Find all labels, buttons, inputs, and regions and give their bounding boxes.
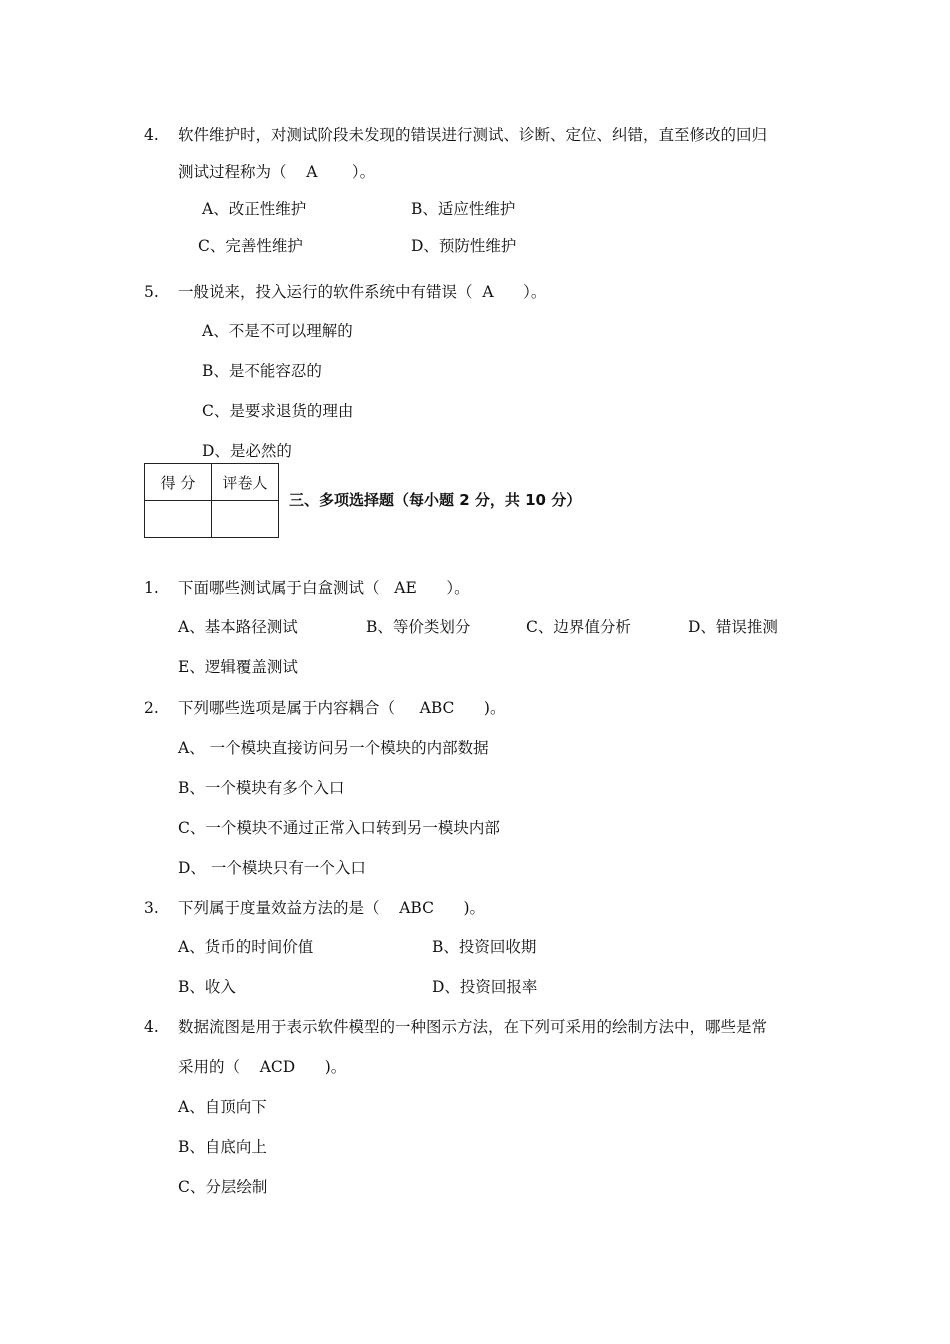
- question-number: 3.: [144, 899, 159, 917]
- option-d: D、投资回报率: [432, 978, 538, 996]
- option-a: A、基本路径测试: [178, 618, 298, 636]
- section-title: 三、多项选择题（每小题 2 分，共 10 分）: [289, 491, 582, 509]
- question-number: 1.: [144, 579, 159, 597]
- question-number: 2.: [144, 699, 159, 717]
- option-a: A、不是不可以理解的: [202, 322, 353, 340]
- option-b: B、投资回收期: [432, 938, 537, 956]
- option-c: C、一个模块不通过正常入口转到另一模块内部: [178, 819, 500, 837]
- grader-header: 评卷人: [212, 464, 279, 501]
- question-text: 下列哪些选项是属于内容耦合（ ABC )。: [178, 699, 506, 717]
- question-text-cont: 测试过程称为（ A ）。: [178, 163, 376, 181]
- option-a: A、自顶向下: [178, 1098, 267, 1116]
- option-c: C、边界值分析: [526, 618, 631, 636]
- option-b: B、是不能容忍的: [202, 362, 322, 380]
- question-text: 数据流图是用于表示软件模型的一种图示方法，在下列可采用的绘制方法中，哪些是常: [178, 1018, 768, 1036]
- score-header: 得 分: [145, 464, 212, 501]
- option-c: B、收入: [178, 978, 236, 996]
- score-table: [144, 463, 279, 538]
- option-d: D、是必然的: [202, 442, 292, 460]
- option-c: C、完善性维护: [198, 237, 303, 255]
- option-d: D、 一个模块只有一个入口: [178, 859, 366, 877]
- grader-cell[interactable]: [212, 501, 279, 538]
- question-text: 下列属于度量效益方法的是（ ABC )。: [178, 899, 486, 917]
- option-b: B、等价类划分: [366, 618, 471, 636]
- question-number: 5.: [144, 283, 159, 301]
- option-b: B、自底向上: [178, 1138, 267, 1156]
- option-a: A、改正性维护: [202, 200, 307, 218]
- question-number: 4.: [144, 126, 159, 144]
- option-a: A、 一个模块直接访问另一个模块的内部数据: [178, 739, 489, 757]
- question-text: 一般说来，投入运行的软件系统中有错误（ A ）。: [178, 283, 547, 301]
- option-b: B、适应性维护: [411, 200, 516, 218]
- option-b: B、一个模块有多个入口: [178, 779, 345, 797]
- score-cell[interactable]: [145, 501, 212, 538]
- question-text: 下面哪些测试属于白盒测试（ AE ）。: [178, 579, 470, 597]
- option-a: A、货币的时间价值: [178, 938, 314, 956]
- question-text-cont: 采用的（ ACD )。: [178, 1058, 347, 1076]
- option-c: C、是要求退货的理由: [202, 402, 354, 420]
- option-d: D、错误推测: [688, 618, 778, 636]
- question-number: 4.: [144, 1018, 159, 1036]
- option-c: C、分层绘制: [178, 1178, 268, 1196]
- option-e: E、逻辑覆盖测试: [178, 658, 298, 676]
- option-d: D、预防性维护: [411, 237, 517, 255]
- question-text: 软件维护时，对测试阶段未发现的错误进行测试、诊断、定位、纠错，直至修改的回归: [178, 126, 768, 144]
